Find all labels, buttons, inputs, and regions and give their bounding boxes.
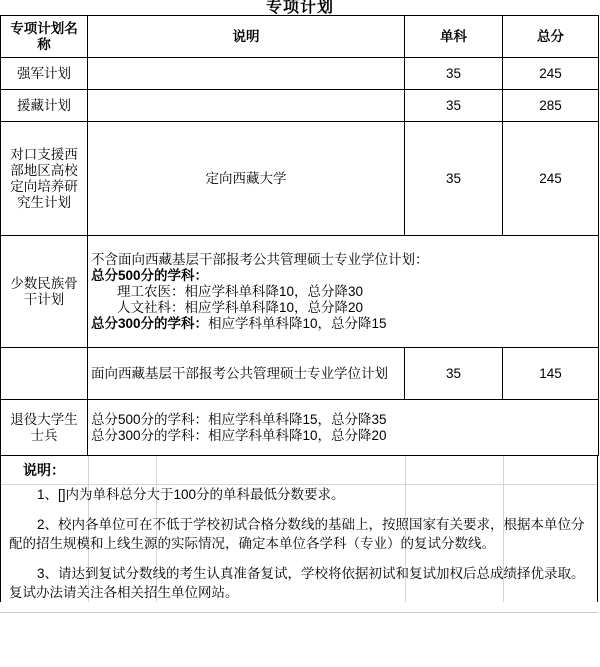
description-line-label: 总分300分的学科： — [91, 315, 209, 331]
table-row — [1, 58, 599, 90]
bottom-divider — [0, 612, 598, 613]
program-description: 面向西藏基层干部报考公共管理硕士专业学位计划 — [88, 348, 405, 400]
table-row — [1, 400, 599, 456]
program-description — [88, 236, 599, 348]
single-subject-score: 35 — [405, 58, 503, 90]
program-name: 退役大学生士兵 — [1, 400, 88, 456]
program-name: 强军计划 — [1, 58, 88, 90]
total-score: 245 — [503, 122, 599, 236]
notes-heading: 说明： — [23, 462, 65, 478]
total-score: 285 — [503, 90, 599, 122]
table-row — [1, 236, 599, 348]
program-name: 少数民族骨干计划 — [1, 236, 88, 348]
note-item: 3、请达到复试分数线的考生认真准备复试，学校将依据初试和复试加权后总成绩择优录取。复试办法请关注各相关招生单位网站。 — [9, 566, 585, 600]
program-name — [1, 348, 88, 400]
column-header-single: 单科 — [405, 16, 503, 58]
note-item: 2、校内各单位可在不低于学校初试合格分数线的基础上，按照国家有关要求，根据本单位分配的招生规模和上线生源的实际情况，确定本单位各学科（专业）的复试分数线。 — [9, 517, 585, 551]
single-subject-score: 35 — [405, 90, 503, 122]
page-title: 专项计划 — [265, 0, 334, 15]
note-item: 1、[]内为单科总分大于100分的单科最低分数要求。 — [37, 487, 345, 502]
column-header-description: 说明 — [88, 16, 405, 58]
table-row — [1, 348, 599, 400]
total-score: 245 — [503, 58, 599, 90]
program-description — [88, 90, 405, 122]
description-line: 理工农医：相应学科单科降10，总分降30 — [117, 283, 364, 299]
program-description: 定向西藏大学 — [88, 122, 405, 236]
description-line: 总分300分的学科：相应学科单科降10，总分降20 — [91, 427, 387, 443]
program-name: 援藏计划 — [1, 90, 88, 122]
notes-section — [0, 456, 598, 602]
single-subject-score: 35 — [405, 122, 503, 236]
description-line: 总分500分的学科： — [91, 267, 209, 283]
table-row — [1, 122, 599, 236]
table-header-row — [1, 16, 599, 58]
description-line: 总分500分的学科：相应学科单科降15，总分降35 — [91, 411, 387, 427]
description-line-value: 相应学科单科降10，总分降15 — [208, 315, 387, 331]
description-line: 不含面向西藏基层干部报考公共管理硕士专业学位计划： — [91, 251, 429, 267]
single-subject-score: 35 — [405, 348, 503, 400]
description-line — [91, 316, 595, 332]
column-header-name: 专项计划名称 — [1, 16, 88, 58]
description-line: 人文社科：相应学科单科降10，总分降20 — [117, 299, 364, 315]
special-programs-table — [0, 15, 599, 456]
program-description — [88, 400, 599, 456]
total-score: 145 — [503, 348, 599, 400]
program-description — [88, 58, 405, 90]
table-row — [1, 90, 599, 122]
column-header-total: 总分 — [503, 16, 599, 58]
program-name: 对口支援西部地区高校定向培养研究生计划 — [1, 122, 88, 236]
